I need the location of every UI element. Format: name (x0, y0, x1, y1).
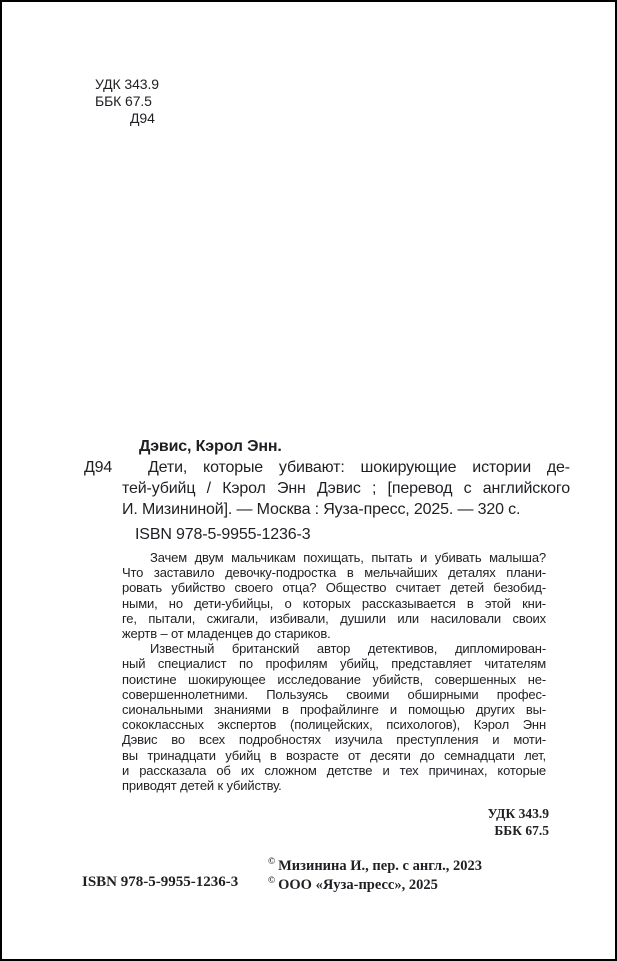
copyright-text: ООО «Яуза-пресс», 2025 (278, 877, 438, 893)
copyright-line-publisher (268, 876, 482, 895)
copyright-line-translator (268, 857, 482, 876)
annotation-paragraph-2 (122, 641, 546, 793)
text-line: приводят детей к убийству. (122, 778, 282, 794)
classification-codes-bottom (488, 806, 549, 839)
text-line: поистине шокирующее исследование убийств, совершенных не- (122, 671, 546, 687)
text-line: Дети, которые убивают: шокирующие истории де- (148, 459, 570, 476)
author-heading: Дэвис, Кэрол Энн. (139, 438, 282, 455)
text-line: ными, но дети-убийцы, о которых рассказывается в этой кни- (122, 595, 546, 611)
text-line: сококлассных экспертов (полицейских, психологов), Кэрол Энн (122, 717, 546, 733)
text-line: и рассказала об их сложном детстве и тех причинах, которые (122, 762, 546, 778)
bbk-code: ББК 67.5 (95, 93, 152, 109)
copyright-symbol: © (268, 857, 276, 868)
udk-code: УДК 343.9 (487, 806, 549, 821)
text-line: И. Мизининой]. — Москва : Яуза-пресс, 2025. — 320 с. (122, 501, 521, 518)
catalog-card (84, 436, 570, 545)
text-line: жертв – от младенцев до стариков. (122, 626, 331, 642)
text-line: Зачем двум мальчикам похищать, пытать и убивать малыша? (150, 550, 546, 565)
text-line: Что заставило девочку-подростка в мельчайших деталях плани- (122, 565, 546, 581)
isbn-line: ISBN 978-5-9955-1236-3 (135, 526, 311, 543)
text-line: вы тринадцати убийц в возрасте от десяти до семнадцати лет, (122, 747, 546, 763)
copyright-block (268, 857, 482, 895)
author-sign: Д94 (130, 110, 155, 126)
text-line: совершеннолетними. Пользуясь своими обширными профес- (122, 686, 546, 702)
copyright-symbol: © (268, 876, 276, 887)
copyright-text: Мизинина И., пер. с англ., 2023 (278, 858, 483, 874)
text-line: ге, пытали, сжигали, избивали, душили или насиловали своих (122, 610, 546, 626)
author-sign-hanging: Д94 (84, 459, 113, 476)
bibliographic-description (122, 457, 570, 520)
text-line: ровать убийство своего отца? Общество считает детей безобид- (122, 580, 546, 596)
text-line: тей-убийц / Кэрол Энн Дэвис ; [перевод с английского (122, 480, 570, 497)
isbn-footer: ISBN 978-5-9955-1236-3 (82, 874, 239, 890)
classification-codes-top (95, 76, 159, 127)
udk-code: УДК 343.9 (95, 76, 159, 92)
annotation-paragraph-1 (122, 550, 546, 641)
annotation-block (122, 550, 546, 793)
text-line: сиональными знаниями в профайлинге и помощью других вы- (122, 702, 546, 718)
text-line: Известный британский автор детективов, дипломирован- (150, 641, 546, 657)
bbk-code: ББК 67.5 (494, 822, 549, 838)
text-line: Дэвис во всех подробностях изучила преступления и моти- (122, 732, 546, 748)
text-line: ный специалист по профилям убийц, представляет читателям (122, 656, 546, 672)
